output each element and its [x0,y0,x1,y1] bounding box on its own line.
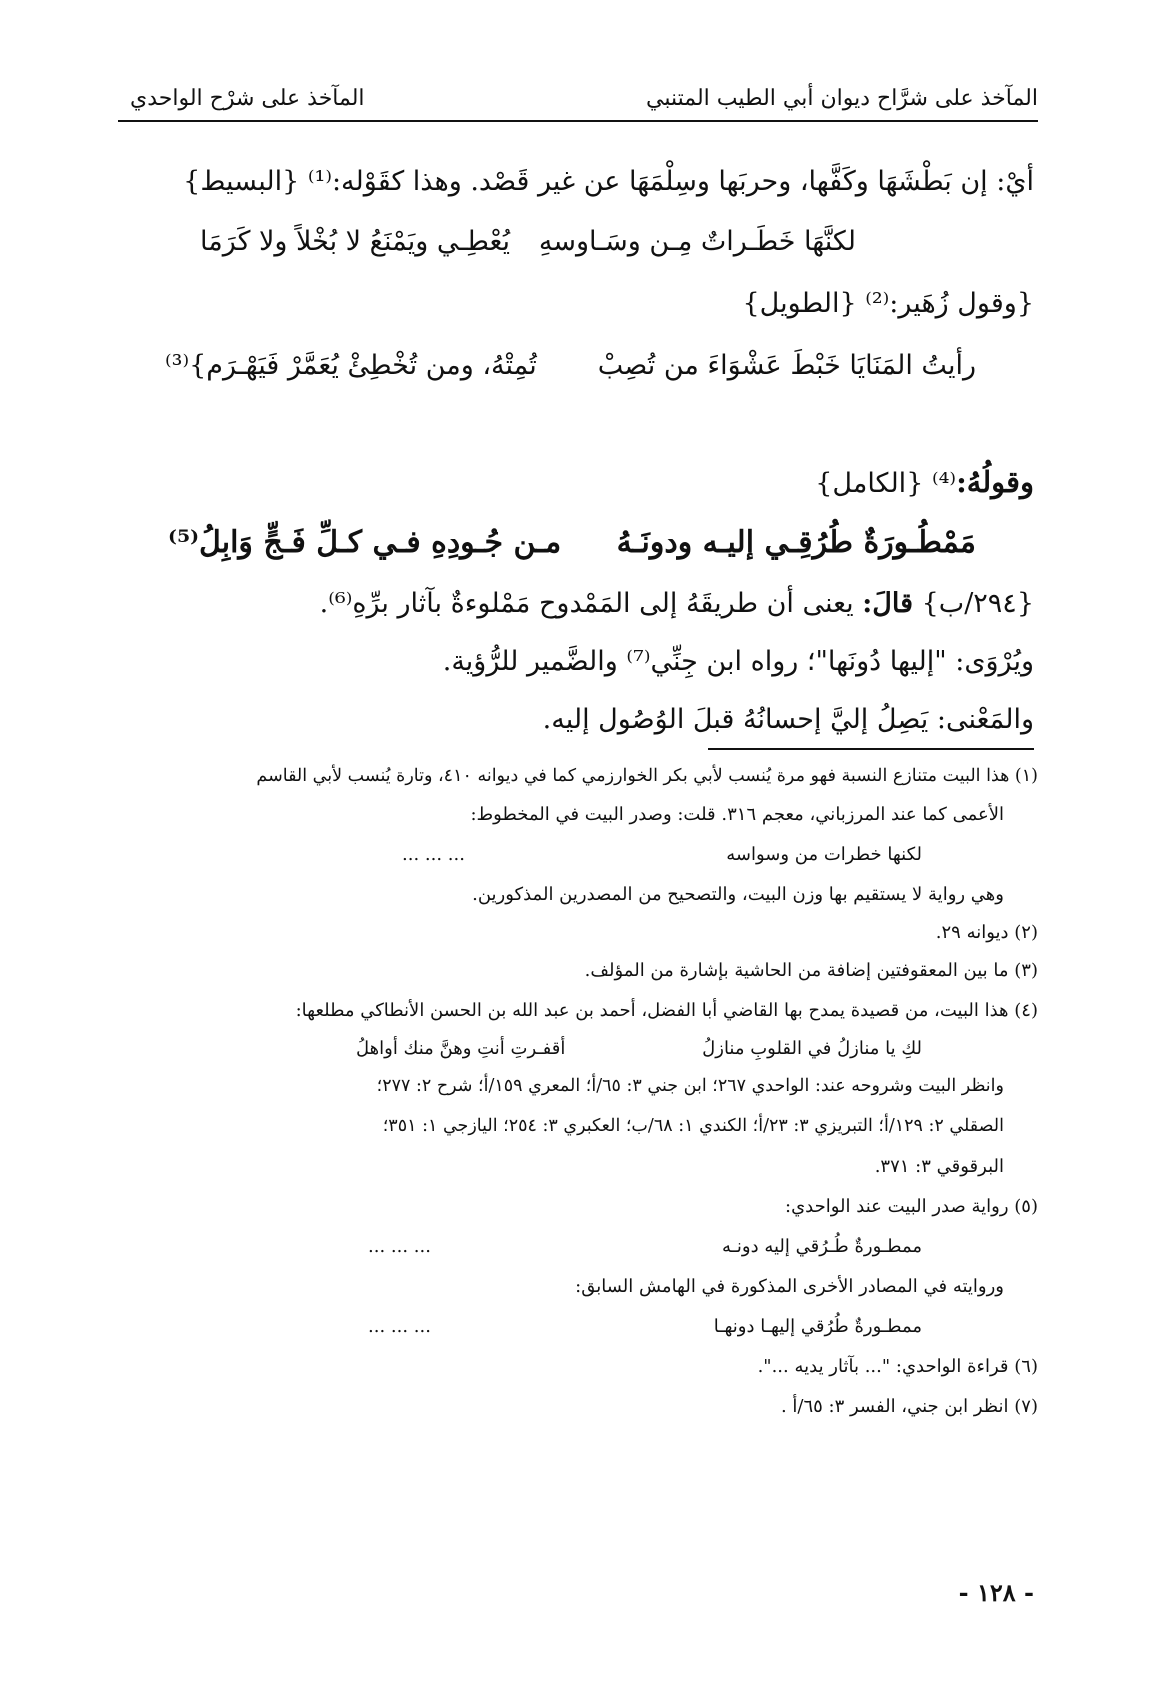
footnote-2: (٢) ديوانه ٢٩. [935,922,1038,943]
commentary-line [320,590,1034,617]
footnote-5-cont: وروايته في المصادر الأخرى المذكورة في الهامش السابق: [575,1276,1004,1297]
header-rule [118,120,1038,122]
footnote-4-verse-right: لكِ يا منازلُ في القلوبِ منازلُ [702,1038,922,1059]
commentary-line: {وقول زُهَير:⁽²⁾ {الطويل} [742,288,1034,319]
footnote-1-verse-right: لكنها خطرات من وسواسه [726,844,922,865]
manuscript-folio-ref: {٢٩٤/ب} [921,588,1034,619]
footnote-3: (٣) ما بين المعقوفتين إضافة من الحاشية بإشارة من المؤلف. [584,960,1038,981]
footnote-4-verse-left: أقفـرتِ أنتِ وهنَّ منك أواهلُ [356,1038,566,1059]
footnote-5-verse-right: ممطـورةٌ طُـرُقي إليه دونـه [721,1236,922,1257]
commentary-line: ويُرْوَى: "إليها دُونَها"؛ رواه ابن جِنِّي⁽⁷⁾ والضَّمير للرُّؤية. [442,646,1034,677]
commentary-line: أيْ: إن بَطْشَهَا وكَفَّها، وحربَها وسِلْمَهَا عن غير قَصْد. وهذا كقَوْله:⁽¹⁾ {البسيط} [183,166,1034,197]
qala-label: قالَ: [862,588,913,619]
verse-hemistich-right: رأيتُ المَنَايَا خَبْطَ عَشْوَاءَ من تُصِبْ [597,350,976,381]
page-number: - ١٢٨ - [958,1578,1034,1607]
footnote-1-cont: الأعمى كما عند المرزباني، معجم ٣١٦. قلت: وصدر البيت في المخطوط: [470,804,1004,825]
footnote-5-verse-left: ... ... ... [368,1316,431,1337]
footnote-5: (٥) رواية صدر البيت عند الواحدي: [785,1196,1038,1217]
footnote-1-verse-left: ... ... ... [402,844,465,865]
footnote-1: (١) هذا البيت متنازع النسبة فهو مرة يُنسب لأبي بكر الخوارزمي كما في ديوانه ٤١٠، وتارة يُنسب لأبي القاسم [256,766,1038,786]
footnote-5-verse-left: ... ... ... [368,1236,431,1257]
verse-hemistich-left: يُعْطِـي ويَمْنَعُ لا بُخْلاً ولا كَرَمَا [200,226,511,257]
verse-intro [815,465,1034,499]
running-header-book-title: المآخذ على شرَّاح ديوان أبي الطيب المتنبي [646,86,1038,111]
footnote-4-cont: وانظر البيت وشروحه عند: الواحدي ٢٦٧؛ ابن جني ٣: ٦٥/أ؛ المعري ١٥٩/أ؛ شرح ٢: ٢٧٧؛ [376,1076,1004,1096]
footnote-4-cont: الصقلي ٢: ١٢٩/أ؛ التبريزي ٣: ٢٣/أ؛ الكندي ١: ٦٨/ب؛ العكبري ٣: ٢٥٤؛ اليازجي ١: ٣٥١؛ [382,1116,1004,1136]
verse-intro-label: وقولُهُ: [956,465,1034,499]
footnote-4-cont: البرقوقي ٣: ٣٧١. [874,1156,1004,1177]
verse-hemistich-right: لكنَّهَا خَطَـراتٌ مِـن وسَـاوسهِ [538,226,856,257]
footnote-4: (٤) هذا البيت، من قصيدة يمدح بها القاضي أبا الفضل، أحمد بن عبد الله بن الحسن الأنطاكي مطلعها: [295,1000,1038,1021]
footnote-separator [708,748,1034,750]
commentary-line: والمَعْنى: يَصِلُ إليَّ إحسانُهُ قبلَ الوُصُول إليه. [542,704,1034,735]
qala-text: يعنى أن طريقَهُ إلى المَمْدوح مَمْلوءةٌ بآثار برِّهِ⁽⁶⁾. [319,588,854,619]
footnote-1-cont: وهي رواية لا يستقيم بها وزن البيت، والتصحيح من المصدرين المذكورين. [472,884,1004,905]
verse-hemistich-left: مـن جُـودِهِ فـي كـلِّ فَـجٍّ وَابِلُ⁽⁵⁾ [168,525,562,560]
running-header-section-title: المآخذ على شرْح الواحدي [130,86,365,111]
verse-hemistich-right: مَمْطُـورَةٌ طُرُقِـي إليـه ودونَـهُ [616,525,976,560]
footnote-6: (٦) قراءة الواحدي: "... بآثار يديه ...". [757,1356,1038,1377]
verse-intro-meter: ⁽⁴⁾ {الكامل} [815,468,957,499]
footnote-5-verse-right: ممطـورةٌ طُرُقي إليهـا دونهـا [713,1316,922,1337]
verse-hemistich-left: تُمِتْهُ، ومن تُخْطِئْ يُعَمَّرْ فَيَهْـرَم}⁽³⁾ [165,350,537,381]
footnote-7: (٧) انظر ابن جني، الفسر ٣: ٦٥/أ . [780,1396,1038,1417]
